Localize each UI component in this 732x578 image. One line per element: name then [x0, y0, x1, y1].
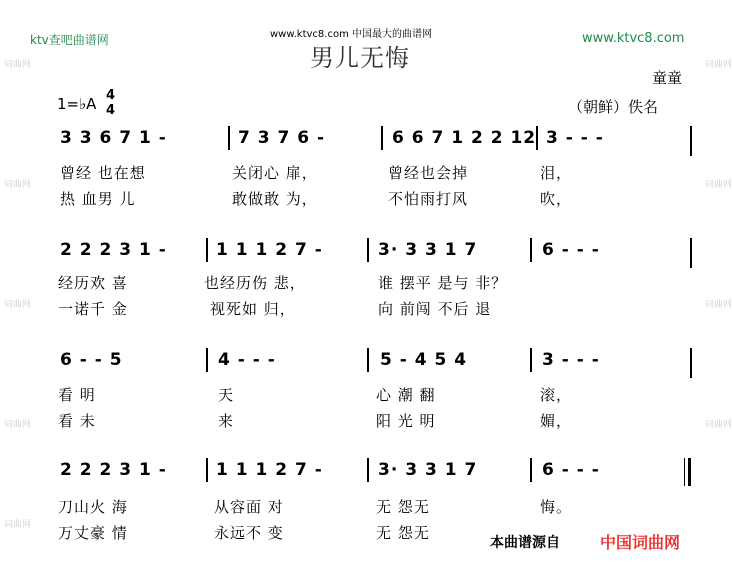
bar-line: [690, 238, 692, 268]
watermark-right: 词曲网: [705, 60, 732, 70]
lyric-line: 关闭心 扉，: [232, 164, 318, 182]
singer-name: 童童: [652, 69, 683, 87]
measure-notes: 6 - - -: [542, 240, 600, 260]
measure-notes: 3· 3 3 1 7: [378, 460, 478, 480]
lyric-line: 来: [218, 412, 235, 430]
measure-notes: 3 3 6 7 1 -: [60, 128, 167, 148]
lyric-line: 永远不 变: [214, 524, 284, 542]
watermark-left: 词曲网: [4, 60, 32, 70]
bar-line: [530, 348, 532, 372]
lyric-line: 吹，: [540, 190, 573, 208]
watermark-left: 词曲网: [4, 520, 32, 530]
site-link-mid[interactable]: www.ktvc8.com 中国最大的曲谱网: [270, 29, 433, 40]
bar-line: [530, 458, 532, 482]
bar-line: [206, 458, 208, 482]
lyric-line: 看 未: [58, 412, 96, 430]
measure-notes: 2 2 2 3 1 -: [60, 240, 167, 260]
bar-line: [206, 348, 208, 372]
lyric-line: 曾经 也在想: [60, 164, 146, 182]
composer-name: （朝鲜）佚名: [568, 98, 659, 116]
measure-notes: 6 - - -: [542, 460, 600, 480]
time-bottom: 4: [106, 103, 116, 118]
lyric-line: 滚，: [540, 386, 573, 404]
lyric-line: 天: [218, 386, 235, 404]
lyric-line: 看 明: [58, 386, 96, 404]
time-top: 4: [106, 88, 116, 103]
lyric-line: 向 前闯 不后 退: [378, 300, 492, 318]
lyric-line: 一诺千 金: [58, 300, 128, 318]
bar-line: [367, 458, 369, 482]
measure-notes: 3 - - -: [546, 128, 604, 148]
lyric-line: 从容面 对: [214, 498, 284, 516]
watermark-right: 词曲网: [705, 420, 732, 430]
watermark-right: 词曲网: [705, 300, 732, 310]
lyric-line: 无 怨无: [376, 498, 430, 516]
lyric-line: 媚，: [540, 412, 573, 430]
bar-line: [530, 238, 532, 262]
watermark-left: 词曲网: [4, 180, 32, 190]
measure-notes: 3· 3 3 1 7: [378, 240, 478, 260]
lyric-line: 阳 光 明: [376, 412, 436, 430]
lyric-line: 也经历伤 悲，: [204, 274, 306, 292]
bar-line: [228, 126, 230, 150]
measure-notes: 1 1 1 2 7 -: [216, 240, 323, 260]
bar-line: [367, 348, 369, 372]
bar-line: [367, 238, 369, 262]
measure-notes: 2 2 2 3 1 -: [60, 460, 167, 480]
end-bar-thick: [688, 458, 691, 486]
bar-line: [206, 238, 208, 262]
lyric-line: 视死如 归，: [210, 300, 296, 318]
measure-notes: 1 1 1 2 7 -: [216, 460, 323, 480]
bar-line: [536, 126, 538, 150]
measure-notes: 3 - - -: [542, 350, 600, 370]
measure-notes: 4 - - -: [218, 350, 276, 370]
time-signature: [106, 88, 115, 118]
measure-notes: 7 3 7 6 -: [238, 128, 326, 148]
source-label: 本曲谱源自: [490, 535, 560, 551]
bar-line: [690, 348, 692, 378]
song-title: 男儿无悔: [310, 44, 410, 72]
watermark-right: 词曲网: [705, 180, 732, 190]
bar-line: [690, 126, 692, 156]
site-link-right[interactable]: www.ktvc8.com: [582, 31, 685, 46]
lyric-line: 无 怨无: [376, 524, 430, 542]
bar-line: [381, 126, 383, 150]
measure-notes: 6 - - 5: [60, 350, 123, 370]
measure-notes: 5 - 4 5 4: [380, 350, 468, 370]
lyric-line: 心 潮 翻: [376, 386, 436, 404]
lyric-line: 刀山火 海: [58, 498, 128, 516]
lyric-line: 万丈豪 情: [58, 524, 128, 542]
site-link-left[interactable]: ktv查吧曲谱网: [30, 33, 109, 47]
watermark-left: 词曲网: [4, 300, 32, 310]
measure-notes: 6 6 7 1 2 2 12: [392, 128, 537, 148]
source-site-link[interactable]: 中国词曲网: [600, 533, 681, 552]
lyric-line: 悔。: [540, 498, 573, 516]
lyric-line: 敢做敢 为，: [232, 190, 318, 208]
watermark-left: 词曲网: [4, 420, 32, 430]
lyric-line: 热 血男 儿: [60, 190, 136, 208]
lyric-line: 谁 摆平 是与 非？: [378, 274, 508, 292]
lyric-line: 曾经也会掉: [388, 164, 469, 182]
key-signature: 1=♭A: [57, 95, 97, 113]
lyric-line: 经历欢 喜: [58, 274, 128, 292]
end-bar-thin: [684, 458, 685, 486]
lyric-line: 不怕雨打风: [388, 190, 469, 208]
lyric-line: 泪，: [540, 164, 573, 182]
